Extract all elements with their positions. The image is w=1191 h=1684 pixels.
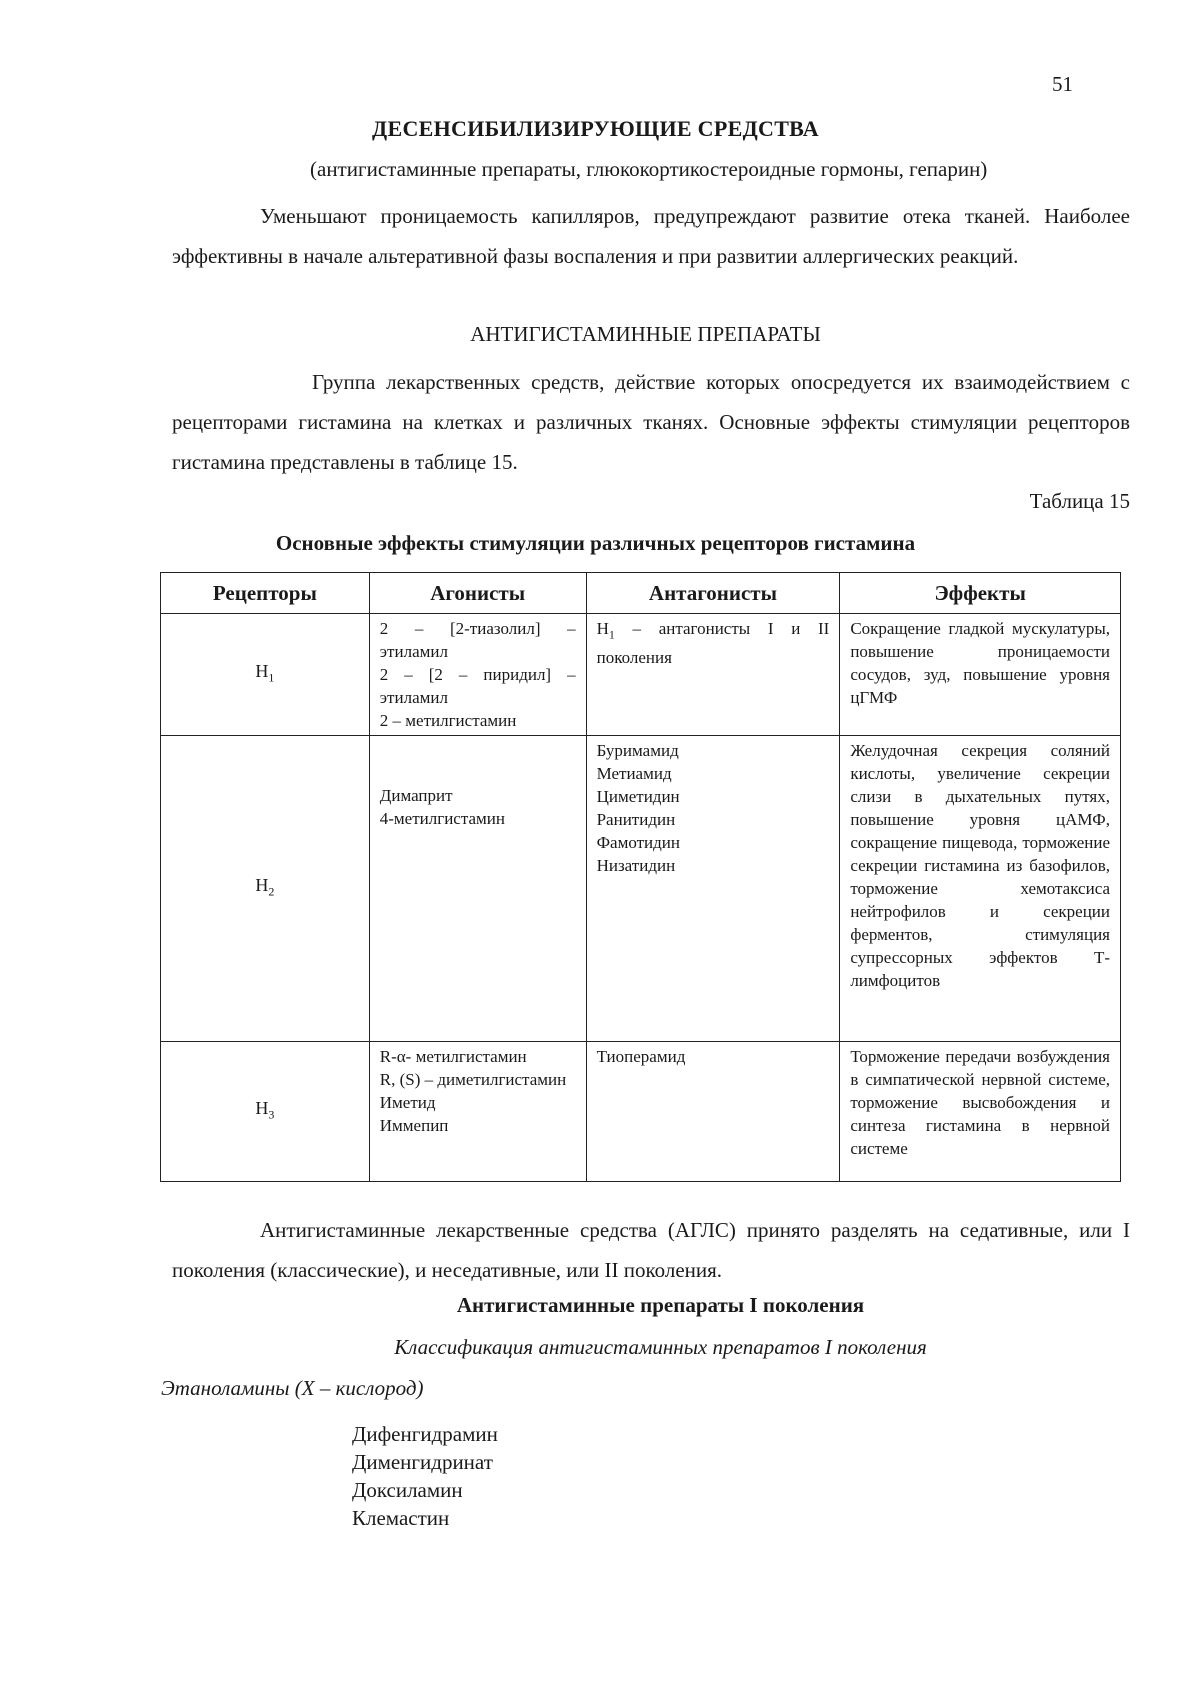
header-antagonists: Антагонисты [586, 573, 840, 614]
agonist-item: 2 – метилгистамин [379, 711, 517, 730]
classification-paragraph: Антигистаминные лекарственные средства (АГЛС) принято разделять на седативные, или I поколения (классические), и неседативные, или II поколения. [172, 1218, 1130, 1282]
receptor-cell [161, 614, 370, 736]
table-title: Основные эффекты стимуляции различных рецепторов гистамина [275, 531, 916, 555]
receptor-cell [161, 736, 370, 1042]
effects-cell: Торможение передачи возбуждения в симпатической нервной системе, торможение высвобождения и синтеза гистамина в нервной системе [840, 1042, 1121, 1182]
generation-one-heading: Антигистаминные препараты I поколения [456, 1293, 865, 1317]
chapter-title: ДЕСЕНСИБИЛИЗИРУЮЩИЕ СРЕДСТВА [372, 116, 819, 141]
antagonist-item: Метиамид [596, 764, 672, 783]
effects-cell: Сокращение гладкой мускулатуры, повышение проницаемости сосудов, зуд, повышение уровня цГМФ [840, 614, 1121, 736]
antagonist-item: Циметидин [596, 787, 680, 806]
drug-list [352, 1420, 498, 1532]
receptor-label: H [255, 874, 269, 895]
header-effects: Эффекты [840, 573, 1121, 614]
receptor-subscript: 2 [268, 884, 275, 899]
receptor-label: H [255, 660, 269, 681]
section-paragraph: Группа лекарственных средств, действие которых опосредуется их взаимодействием с рецепторами гистамина на клетках и различных тканях. Основные эффекты стимуляции рецепторов гистамина представлены в таблице 15. [172, 370, 1130, 474]
table-row [161, 736, 1121, 1042]
section-heading: АНТИГИСТАМИННЫЕ ПРЕПАРАТЫ [470, 322, 821, 346]
chapter-subtitle: (антигистаминные препараты, глюкокортикостероидные гормоны, гепарин) [310, 157, 988, 181]
agonist-item: Димаприт [379, 786, 453, 805]
agonist-item: 4-метилгистамин [379, 809, 505, 828]
agonists-cell [369, 736, 586, 1042]
antagonist-subscript: 1 [608, 627, 615, 642]
drug-item: Дифенгидрамин [352, 1422, 498, 1446]
antagonist-item: Фамотидин [596, 833, 680, 852]
table-row [161, 1042, 1121, 1182]
header-receptors: Рецепторы [161, 573, 370, 614]
drug-item: Дименгидринат [352, 1450, 493, 1474]
agonist-item: Иметид [379, 1093, 436, 1112]
table-caption: Таблица 15 [1029, 489, 1130, 513]
antagonist-text: – антагонисты I и II поколения [596, 619, 830, 668]
antagonist-item: Буримамид [596, 741, 679, 760]
agonist-item: R, (S) – диметилгистамин [379, 1070, 567, 1089]
antagonist-prefix: H [596, 619, 609, 638]
agonists-cell [369, 614, 586, 736]
agonist-item: R-α- метилгистамин [379, 1047, 527, 1066]
header-agonists: Агонисты [369, 573, 586, 614]
agonist-item: 2 – [2-тиазолил] – этиламил [379, 619, 576, 661]
antagonist-item: Тиоперамид [596, 1047, 686, 1066]
receptor-subscript: 3 [268, 1107, 275, 1122]
drug-item: Клемастин [352, 1506, 450, 1530]
agonist-item: 2 – [2 – пиридил] – этиламил [379, 665, 576, 707]
receptor-label: H [255, 1097, 269, 1118]
page-number: 51 [1052, 72, 1073, 96]
receptor-cell [161, 1042, 370, 1182]
agonists-cell [369, 1042, 586, 1182]
drug-item: Доксиламин [352, 1478, 463, 1502]
effects-cell: Желудочная секреция соляний кислоты, увеличение секреции слизи в дыхательных путях, повышение уровня цАМФ, сокращение пищевода, торможение секреции гистамина из базофилов, торможение хемотаксиса нейтрофилов и секреции ферментов, стимуляция супрессорных эффектов Т-лимфоцитов [840, 736, 1121, 1042]
antagonists-cell [586, 614, 840, 736]
antagonists-cell [586, 1042, 840, 1182]
histamine-receptors-table [160, 572, 1121, 1182]
receptor-subscript: 1 [268, 670, 275, 685]
agonist-item: Иммепип [379, 1116, 449, 1135]
antagonist-item: Ранитидин [596, 810, 676, 829]
table-header-row [161, 573, 1121, 614]
classification-heading: Классификация антигистаминных препаратов I поколения [394, 1335, 927, 1359]
antagonists-cell [586, 736, 840, 1042]
antagonist-item: Низатидин [596, 856, 676, 875]
table-row [161, 614, 1121, 736]
intro-paragraph: Уменьшают проницаемость капилляров, предупреждают развитие отека тканей. Наиболее эффективны в начале альтеративной фазы воспаления и при развитии аллергических реакций. [172, 204, 1130, 268]
group-heading: Этаноламины (X – кислород) [161, 1376, 424, 1400]
